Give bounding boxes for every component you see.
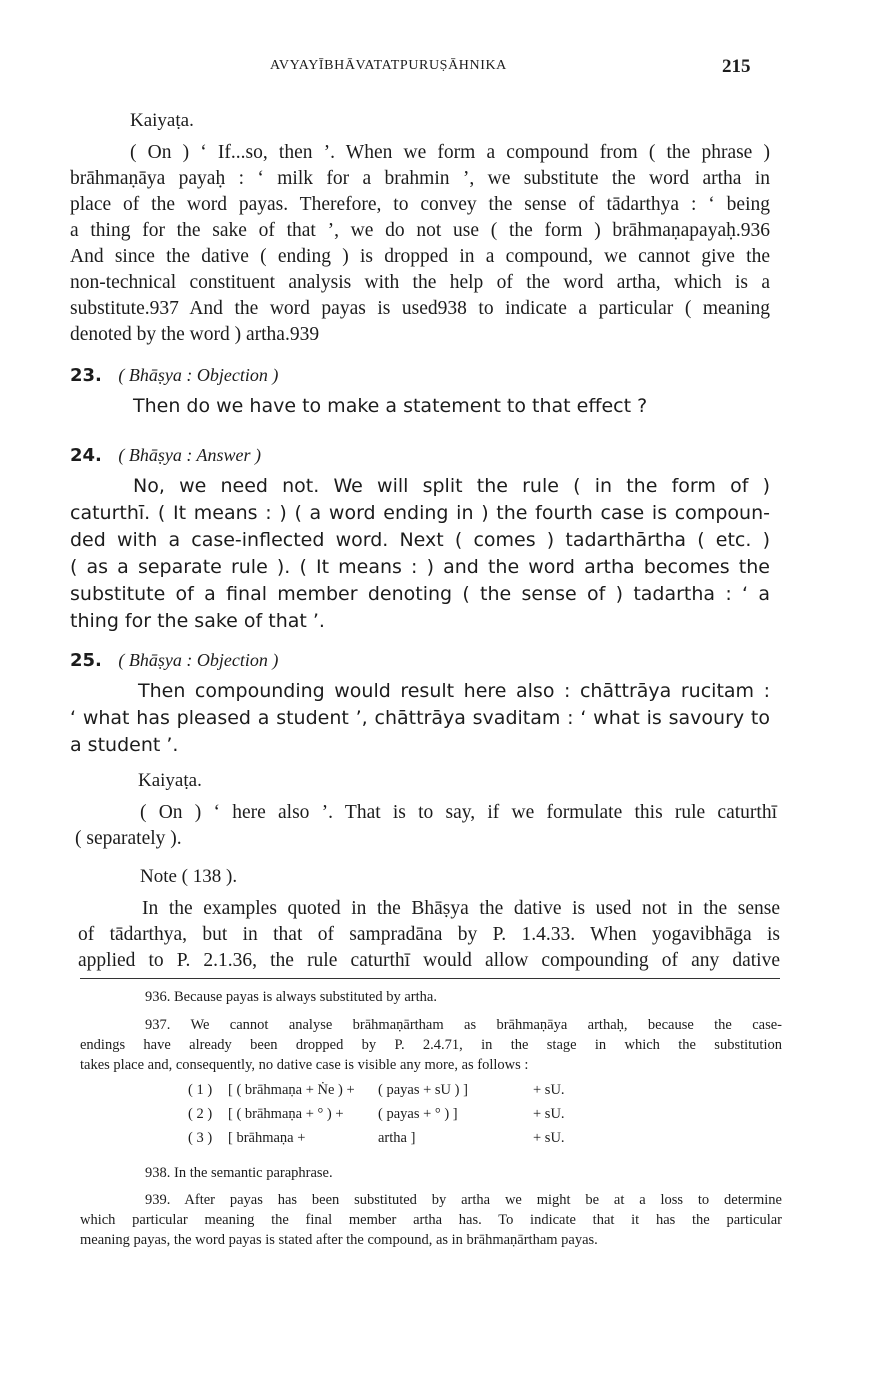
text-line: ( On ) ‘ here also ’. That is to say, if we formulate this rule caturthī: [140, 802, 777, 823]
text-line: ( separately ).: [75, 828, 182, 849]
footnote-divider: [80, 978, 780, 979]
text-line: ( On ) ‘ If...so, then ’. When we form a compound from ( the phrase ): [130, 142, 770, 163]
formula-term: artha ]: [378, 1130, 416, 1146]
formula-term: + sU.: [533, 1130, 565, 1146]
section-number: 23.: [70, 365, 102, 386]
section-title: ( Bhāṣya : Objection ): [118, 365, 279, 385]
kaiyata-label: Kaiyaṭa.: [138, 770, 202, 791]
section-heading-24: [70, 445, 261, 466]
kaiyata-commentary-paragraph: [70, 140, 770, 348]
text-line: Then do we have to make a statement to that effect ?: [133, 395, 648, 417]
text-line: And since the dative ( ending ) is dropped in a compound, we cannot give the: [70, 246, 770, 267]
text-line: substitute.937 And the word payas is used938 to indicate a particular ( meaning: [70, 298, 770, 319]
text-line: substitute of a final member denoting ( the sense of ) tadartha : ‘ a: [70, 583, 770, 605]
running-header: AVYAYĪBHĀVATATPURUṢĀHNIKA: [270, 58, 507, 73]
formula-row: [188, 1078, 593, 1102]
footnote-939: [80, 1190, 782, 1250]
footnote-936: [145, 987, 785, 1007]
formula-row: [188, 1102, 593, 1126]
text-line: 937. We cannot analyse brāhmaṇārtham as brāhmaṇāya arthaḥ, because the case-: [145, 1017, 782, 1033]
formula-term: + sU.: [533, 1082, 565, 1098]
kaiyata-label: Kaiyaṭa.: [130, 110, 194, 131]
text-line: meaning payas, the word payas is stated after the compound, as in brāhmaṇārtham payas.: [80, 1232, 598, 1248]
formula-term: ( payas + ° ) ]: [378, 1106, 458, 1122]
text-line: a student ’.: [70, 734, 179, 756]
bhasya-paragraph: [70, 473, 770, 635]
text-line: thing for the sake of that ’.: [70, 610, 325, 632]
section-number: 25.: [70, 650, 102, 671]
bhasya-paragraph: [133, 393, 773, 420]
bhasya-paragraph: [70, 678, 770, 759]
formula-term: + sU.: [533, 1106, 565, 1122]
text-line: ded with a case-inflected word. Next ( comes ) tadarthārtha ( etc. ): [70, 529, 770, 551]
text-line: of tādarthya, but in that of sampradāna by P. 1.4.33. When yogavibhāga is: [78, 924, 780, 945]
formula-term: ( payas + sU ) ]: [378, 1082, 468, 1098]
text-line: non-technical constituent analysis with the help of the word artha, which is a: [70, 272, 770, 293]
formula-row: [188, 1126, 593, 1150]
text-line: which particular meaning the final member artha has. To indicate that it has the particular: [80, 1212, 782, 1228]
section-heading-25: [70, 650, 278, 671]
text-line: 938. In the semantic paraphrase.: [145, 1165, 333, 1181]
formula-term: [ ( brāhmaṇa + ° ) +: [228, 1106, 344, 1122]
text-line: Then compounding would result here also : chāttrāya rucitam :: [138, 680, 770, 702]
text-line: 936. Because payas is always substituted by artha.: [145, 989, 437, 1005]
text-line: denoted by the word ) artha.939: [70, 324, 320, 345]
formula-step: ( 2 ): [188, 1106, 213, 1122]
formula-step: ( 3 ): [188, 1130, 213, 1146]
note-label: Note ( 138 ).: [140, 866, 238, 887]
formula-term: [ brāhmaṇa +: [228, 1130, 306, 1146]
text-line: caturthī. ( It means : ) ( a word ending in ) the fourth case is compoun-: [70, 502, 770, 524]
text-line: No, we need not. We will split the rule ( in the form of ): [133, 475, 770, 497]
kaiyata-commentary-paragraph: [75, 800, 777, 852]
text-line: 939. After payas has been substituted by artha we might be at a loss to determine: [145, 1192, 782, 1208]
text-line: endings have already been dropped by P. 2.4.71, in the stage in which the substitution: [80, 1037, 782, 1053]
section-heading-23: [70, 365, 278, 386]
section-title: ( Bhāṣya : Answer ): [118, 445, 262, 465]
text-line: applied to P. 2.1.36, the rule caturthī would allow compounding of any dative: [78, 950, 780, 971]
text-line: a thing for the sake of that ’, we do not use ( the form ) brāhmaṇapayaḥ.936: [70, 220, 770, 241]
text-line: ( as a separate rule ). ( It means : ) and the word artha becomes the: [70, 556, 770, 578]
derivation-formula: [188, 1078, 593, 1150]
formula-step: ( 1 ): [188, 1082, 213, 1098]
text-line: In the examples quoted in the Bhāṣya the dative is used not in the sense: [142, 898, 780, 919]
text-line: takes place and, consequently, no dative case is visible any more, as follows :: [80, 1057, 529, 1073]
footnote-937: [80, 1015, 782, 1075]
page-number: 215: [722, 56, 751, 77]
section-number: 24.: [70, 445, 102, 466]
text-line: ‘ what has pleased a student ’, chāttrāya svaditam : ‘ what is savoury to: [70, 707, 770, 729]
section-title: ( Bhāṣya : Objection ): [118, 650, 279, 670]
formula-term: [ ( brāhmaṇa + Ṅe ) +: [228, 1082, 355, 1098]
text-line: brāhmaṇāya payaḥ : ‘ milk for a brahmin ’, we substitute the word artha in: [70, 168, 770, 189]
note-paragraph: [78, 896, 780, 974]
footnote-938: [145, 1163, 785, 1183]
text-line: place of the word payas. Therefore, to convey the sense of tādarthya : ‘ being: [70, 194, 770, 215]
